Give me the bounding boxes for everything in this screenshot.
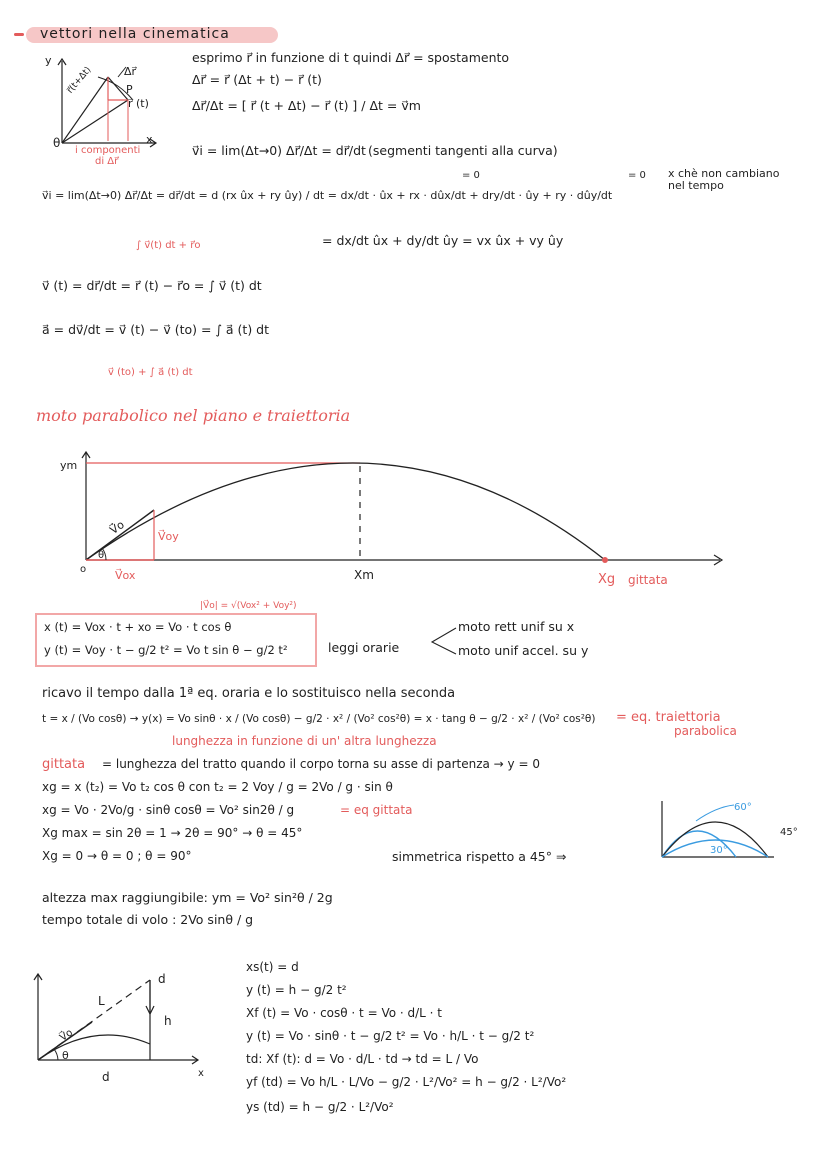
intro-line-2: Δr⃗ = r⃗ (Δt + t) − r⃗ (t) [192, 72, 322, 87]
alt-line-1: altezza max raggiungibile: ym = Vo² sin²θ / 2g [42, 890, 333, 905]
traj-git-3: xg = Vo · 2Vo/g · sinθ cosθ = Vo² sin2θ / g [42, 803, 295, 817]
traj-git-2: xg = x (t₂) = Vo t₂ cos θ con t₂ = 2 Voy / g = 2Vo / g · sin θ [42, 780, 393, 794]
fig3-d-top: d [158, 972, 166, 986]
fig1-rtdt: r⃗(t+Δt) [65, 65, 94, 96]
deriv-red-2: v⃗ (to) + ∫ a⃗ (t) dt [108, 367, 193, 378]
intro-line-4: v⃗i = lim(Δt→0) Δr⃗/Δt = dr⃗/dt [192, 143, 366, 158]
final-line-1: xs(t) = d [246, 960, 299, 974]
fig2-xg: Xg [598, 572, 616, 587]
traj-git-3-red: = eq gittata [340, 803, 413, 817]
final-line-6: yf (td) = Vo h/L · L/Vo − g/2 · L²/Vo² = h − g/2 · L²/Vo² [246, 1075, 567, 1089]
fig3-h: h [164, 1014, 172, 1028]
fig1-y-label: y [45, 54, 52, 67]
traj-gittata-def: = lunghezza del tratto quando il corpo torna su asse di partenza → y = 0 [102, 757, 540, 771]
deriv-line-4: a⃗ = dv⃗/dt = v⃗ (t) − v⃗ (to) = ∫ a⃗ (t) dt [42, 322, 270, 337]
traj-simm: simmetrica rispetto a 45° ⇒ [392, 849, 567, 864]
intro-line-4b: (segmenti tangenti alla curva) [368, 143, 558, 158]
fig1-comp1: i componenti [75, 145, 141, 156]
laws-y: y (t) = Voy · t − g/2 t² = Vo t sin θ − g/2 t² [44, 643, 288, 657]
laws-branch [428, 624, 458, 656]
final-line-5: td: Xf (t): d = Vo · d/L · td → td = L / Vo [246, 1052, 479, 1066]
traj-eq-2: parabolica [674, 724, 737, 738]
parabola-diagram [60, 450, 740, 580]
fig2-vox: V⃗ox [115, 569, 136, 582]
deriv-line-1: v⃗i = lim(Δt→0) Δr⃗/Δt = dr⃗/dt = d (rx ûx + ry ûy) / dt = dx/dt · ûx + rx · dûx/dt + dry/dt · ûy + ry · dûy/dt [42, 189, 613, 202]
final-line-7: ys (td) = h − g/2 · L²/Vo² [246, 1100, 394, 1114]
deriv-line-2: = dx/dt ûx + dy/dt ûy = vx ûx + vy ûy [322, 233, 564, 248]
traj-git-5: Xg = 0 → θ = 0 ; θ = 90° [42, 849, 192, 863]
final-line-4: y (t) = Vo · sinθ · t − g/2 t² = Vo · h/L · t − g/2 t² [246, 1029, 535, 1043]
deriv-eq0b: = 0 [628, 170, 646, 181]
intro-line-1: esprimo r⃗ in funzione di t quindi Δr⃗ = spostamento [192, 50, 510, 65]
traj-lung: lunghezza in funzione di un' altra lunghezza [172, 734, 437, 748]
fig3-v0: V⃗o [58, 1027, 75, 1044]
laws-arrow-1: moto rett unif su x [458, 619, 575, 634]
fig2-v0: V⃗o [107, 518, 127, 537]
deriv-line-3: v⃗ (t) = dr⃗/dt = r⃗ (t) − r⃗o = ∫ v⃗ (t) dt [42, 278, 262, 293]
fig2-voy: V⃗oy [158, 530, 179, 543]
fig1-x-label: x [146, 133, 153, 146]
deriv-eq0: = 0 [462, 170, 480, 181]
fig3-L: L [98, 994, 105, 1008]
deriv-note: x chè non cambiano nel tempo [668, 167, 780, 192]
angle-45: 45° [780, 827, 798, 838]
fig2-ym: ym [60, 459, 78, 472]
laws-red-mod: |V⃗o| = √(Vox² + Voy²) [200, 601, 297, 611]
final-line-2: y (t) = h − g/2 t² [246, 983, 347, 997]
laws-leggi: leggi orarie [328, 640, 400, 655]
fig3-x: x [198, 1068, 204, 1079]
fig1-origin: θ [53, 136, 61, 150]
fig1-dr: Δr⃗ [124, 65, 137, 78]
fig1-p: P [126, 83, 133, 96]
angle-60: 60° [734, 802, 752, 813]
intro-line-3: Δr⃗/Δt = [ r⃗ (t + Δt) − r⃗ (t) ] / Δt = v⃗m [192, 98, 421, 113]
traj-gittata-word: gittata [42, 757, 86, 772]
page-title: vettori nella cinematica [40, 26, 230, 42]
fig2-xm: Xm [354, 568, 374, 582]
fig1-comp2: di Δr⃗ [95, 156, 119, 167]
traj-line-1: ricavo il tempo dalla 1ª eq. oraria e lo sostituisco nella seconda [42, 686, 456, 701]
alt-line-2: tempo totale di volo : 2Vo sinθ / g [42, 912, 254, 927]
fig3-theta: θ [62, 1049, 69, 1062]
final-line-3: Xf (t) = Vo · cosθ · t = Vo · d/L · t [246, 1006, 442, 1020]
title-dash [14, 33, 24, 36]
deriv-red-1: ∫ v⃗(t) dt + r⃗o [136, 240, 201, 251]
laws-arrow-2: moto unif accel. su y [458, 643, 589, 658]
fig2-origin: o [80, 564, 87, 575]
fig2-gittata: gittata [628, 573, 668, 587]
traj-line-2: t = x / (Vo cosθ) → y(x) = Vo sinθ · x / (Vo cosθ) − g/2 · x² / (Vo² cos²θ) = x · tang θ − g/2 · x² / (Vo² cos²θ) [42, 713, 596, 725]
angle-30: 30° [710, 845, 728, 856]
monkey-diagram [28, 970, 218, 1080]
laws-x: x (t) = Vox · t + xo = Vo · t cos θ [44, 620, 232, 634]
fig2-theta: θ [98, 550, 105, 561]
section-title-parabolic: moto parabolico nel piano e traiettoria [36, 406, 351, 425]
fig3-d-base: d [102, 1070, 110, 1084]
traj-git-4: Xg max = sin 2θ = 1 → 2θ = 90° → θ = 45° [42, 826, 303, 840]
fig1-rt: r⃗ (t) [128, 97, 149, 110]
traj-eq-1: = eq. traiettoria [616, 710, 721, 725]
